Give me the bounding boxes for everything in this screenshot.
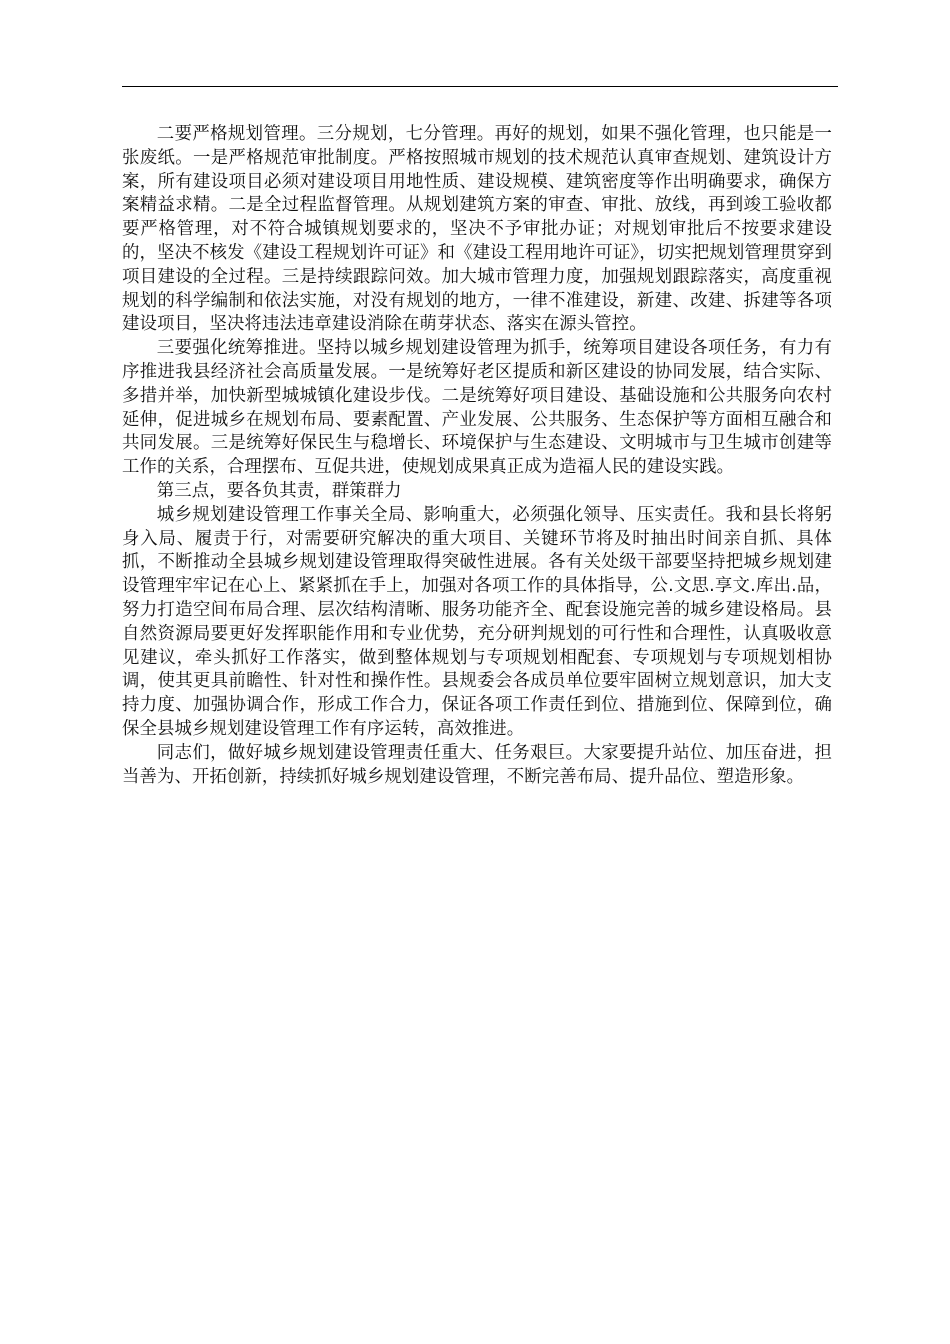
header-rule	[122, 86, 838, 87]
paragraph-strict-planning-management: 二要严格规划管理。三分规划，七分管理。再好的规划，如果不强化管理，也只能是一张废纸。一是严格规范审批制度。严格按照城市规划的技术规范认真审查规划、建筑设计方案，所有建设项目必须对建设项目用地性质、建设规模、建筑密度等作出明确要求，确保方案精益求精。二是全过程监督管理。从规划建筑方案的审查、审批、放线，再到竣工验收都要严格管理，对不符合城镇规划要求的，坚决不予审批办证；对规划审批后不按要求建设的，坚决不核发《建设工程规划许可证》和《建设工程用地许可证》，切实把规划管理贯穿到项目建设的全过程。三是持续跟踪问效。加大城市管理力度，加强规划跟踪落实，高度重视规划的科学编制和依法实施，对没有规划的地方，一律不准建设，新建、改建、拆建等各项建设项目，坚决将违法违章建设消除在萌芽状态、落实在源头管控。	[122, 124, 832, 335]
paragraph-coordinated-advancement: 三要强化统筹推进。坚持以城乡规划建设管理为抓手，统筹项目建设各项任务，有力有序推进我县经济社会高质量发展。一是统筹好老区提质和新区建设的协同发展，结合实际、多措并举，加快新型城城镇化建设步伐。二是统筹好项目建设、基础设施和公共服务向农村延伸，促进城乡在规划布局、要素配置、产业发展、公共服务、生态保护等方面相互融合和共同发展。三是统筹好保民生与稳增长、环境保护与生态建设、文明城市与卫生城市创建等工作的关系，合理摆布、互促共进，使规划成果真正成为造福人民的建设实践。	[122, 338, 832, 478]
document-body	[122, 123, 832, 789]
paragraph-closing: 同志们，做好城乡规划建设管理责任重大、任务艰巨。大家要提升站位、加压奋进，担当善为、开拓创新，持续抓好城乡规划建设管理，不断完善布局、提升品位、塑造形象。	[122, 742, 832, 787]
section-heading-point-three: 第三点，要各负其责，群策群力	[156, 480, 402, 501]
paragraph-responsibility: 城乡规划建设管理工作事关全局、影响重大，必须强化领导、压实责任。我和县长将躬身入局、履责于行，对需要研究解决的重大项目、关键环节将及时抽出时间亲自抓、具体抓，不断推动全县城乡规划建设管理取得突破性进展。各有关处级干部要坚持把城乡规划建设管理牢牢记在心上、紧紧抓在手上，加强对各项工作的具体指导，公.文思.享文.库出.品，努力打造空间布局合理、层次结构清晰、服务功能齐全、配套设施完善的城乡建设格局。县自然资源局要更好发挥职能作用和专业优势，充分研判规划的可行性和合理性，认真吸收意见建议，牵头抓好工作落实，做到整体规划与专项规划相配套、专项规划与专项规划相协调，使其更具前瞻性、针对性和操作性。县规委会各成员单位要牢固树立规划意识，加大支持力度、加强协调合作，形成工作合力，保证各项工作责任到位、措施到位、保障到位，确保全县城乡规划建设管理工作有序运转，高效推进。	[122, 504, 832, 739]
